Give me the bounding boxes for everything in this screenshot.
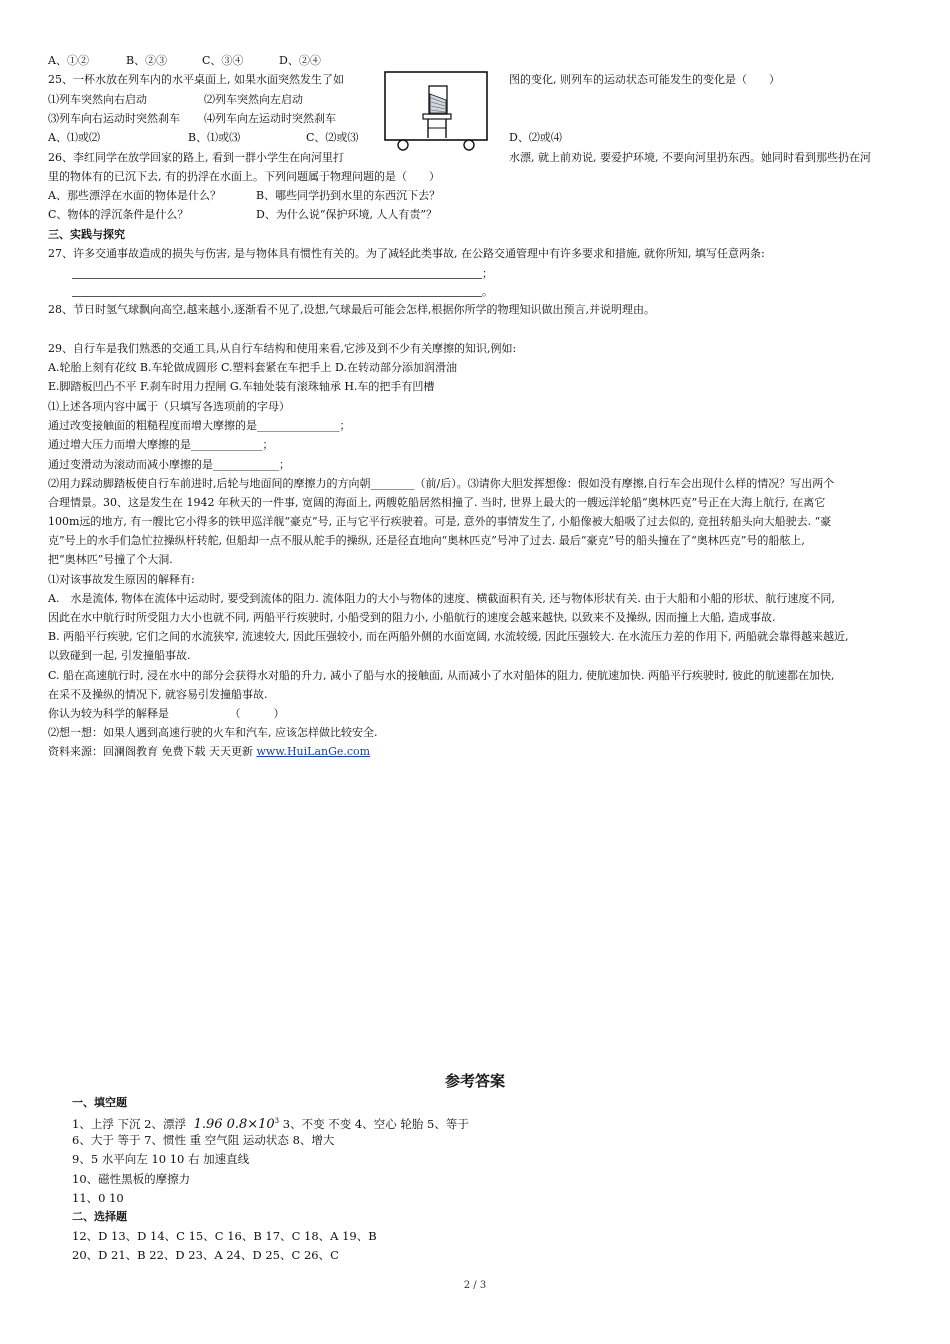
train-car-water-figure — [383, 68, 489, 154]
answers-value-2-exp: 3 — [274, 1117, 280, 1125]
q25-choice-c: C、⑵或⑶ — [306, 131, 359, 144]
answers-value-2: 0.8×10 — [226, 1116, 275, 1132]
answers-title: 参考答案 — [444, 1072, 505, 1090]
q30-explanation-a-1: A. 水是流体, 物体在流体中运动时, 要受到流体的阻力. 流体阻力的大小与物体的速度、横截面积有关, 还与物体形状有关. 由于大船和小船的形状、航行速度不同, — [48, 592, 835, 605]
answers-section-2: 二、选择题 — [72, 1210, 127, 1223]
q29-sub2-line-5: 把“奥林匹”号撞了个大洞. — [48, 553, 173, 566]
source-link[interactable]: www.HuiLanGe.com — [256, 745, 371, 758]
q30-explanation-a-2: 因此在水中航行时所受阻力大小也就不同, 两船平行疾驶时, 小船受到的阻力小, 小船航行的速度会越来越快, 以致来不及操纵, 因而撞上大船, 造成事故. — [48, 611, 776, 624]
source-line — [48, 745, 370, 759]
q30-judge: 你认为较为科学的解释是 （ ） — [48, 707, 285, 720]
q25-stem-right: 图的变化, 则列车的运动状态可能发生的变化是（ ） — [509, 73, 780, 86]
q29-fill-1: 通过改变接触面的粗糙程度而增大摩擦的是_______________； — [48, 419, 351, 432]
q25-choice-a: A、⑴或⑵ — [48, 131, 100, 144]
section-3-heading: 三、实践与探究 — [48, 228, 125, 241]
answers-line-2: 6、大于 等于 7、惯性 重 空气阻 运动状态 8、增大 — [72, 1133, 335, 1147]
q26-line1-left: 26、李红同学在放学回家的路上, 看到一群小学生在向河里打 — [48, 151, 344, 164]
q26-option-c: C、物体的浮沉条件是什么？ — [48, 208, 189, 221]
q30-sub2: ⑵想一想：如果人遇到高速行驶的火车和汽车, 应该怎样做比较安全. — [48, 726, 378, 739]
q24-option-d: D、②④ — [279, 54, 321, 67]
q27-text: 27、许多交通事故造成的损失与伤害, 是与物体具有惯性有关的。为了减轻此类事故, 在公路交通管理中有许多要求和措施, 就你所知, 填写任意两条: — [48, 247, 765, 260]
q26-line2: 里的物体有的已沉下去, 有的扔浮在水面上。下列问题属于物理问题的是（ ） — [48, 170, 440, 183]
q25-option-4: ⑷列车向左运动时突然刹车 — [204, 112, 336, 125]
answers-line-1-b: 3、不变 不变 4、空心 轮胎 5、等于 — [279, 1116, 469, 1131]
q27-answer-line-2 — [72, 296, 482, 297]
answers-line-5: 11、0 10 — [72, 1191, 124, 1205]
q24-option-a: A、①② — [48, 54, 89, 67]
q25-choice-b: B、⑴或⑶ — [188, 131, 241, 144]
q27-answer-line-1 — [72, 278, 482, 279]
q29-sub2-line-1: ⑵用力踩动脚踏板使自行车前进时,后轮与地面间的摩擦力的方向朝________（前/后）。⑶请你大胆发挥想像：假如没有摩擦,自行车会出现什么样的情况？写出两个 — [48, 477, 835, 490]
q30-explanation-b-1: B. 两船平行疾驶, 它们之间的水流狭窄, 流速较大, 因此压强较小, 而在两船外侧的水面宽阔, 水流较缓, 因此压强较大. 在水流压力差的作用下, 两船就会靠得越来越近, — [48, 630, 849, 643]
q29-sub2-line-3: 100m远的地方, 有一艘比它小得多的铁甲巡洋舰“豪克”号, 正与它平行疾驶着。可是, 意外的事情发生了, 小船像被大船吸了过去似的, 竞扭转船头向大船驶去. “豪 — [48, 515, 832, 528]
answers-line-1 — [72, 1114, 469, 1132]
answers-line-1-a: 1、上浮 下沉 2、漂浮 — [72, 1116, 190, 1131]
q26-option-b: B、哪些同学扔到水里的东西沉下去？ — [256, 189, 441, 202]
q30-explanation-c-2: 在采不及操纵的情况下, 就容易引发撞船事故. — [48, 688, 268, 701]
q26-line1-right: 水漂, 就上前劝说, 要爱护环境, 不要向河里扔东西。她同时看到那些扔在河 — [509, 151, 871, 164]
q29-fill-2: 通过增大压力而增大摩擦的是_____________； — [48, 438, 274, 451]
q27-line1-end: ； — [482, 267, 493, 280]
q30-explanation-c-1: C. 船在高速航行时, 浸在水中的部分会获得水对船的升力, 减小了船与水的接触面, 从而减小了水对船体的阻力, 使航速加快. 两船平行疾驶时, 彼此的航速都在加快, — [48, 669, 835, 682]
q29-items-1: A.轮胎上刻有花纹 B.车轮做成圆形 C.塑料套紧在车把手上 D.在转动部分添加润滑油 — [48, 361, 457, 374]
q28-text: 28、节日时氢气球飘向高空,越来越小,逐渐看不见了,设想,气球最后可能会怎样,根据你所学的物理知识做出预言,并说明理由。 — [48, 303, 655, 316]
q25-option-1: ⑴列车突然向右启动 — [48, 93, 147, 106]
q25-option-2: ⑵列车突然向左启动 — [204, 93, 303, 106]
answers-line-3: 9、5 水平向左 10 10 右 加速直线 — [72, 1152, 250, 1166]
answers-line-6: 12、D 13、D 14、C 15、C 16、B 17、C 18、A 19、B — [72, 1229, 377, 1243]
answers-line-4: 10、磁性黑板的摩擦力 — [72, 1172, 191, 1186]
q29-sub2-line-4: 克”号上的水手们急忙拉操纵杆转舵, 但船却一点不服从舵手的操纵, 还是径直地向“奥林匹克”号冲了过去. 最后“豪克”号的船头撞在了“奥林匹克”号的船舷上, — [48, 534, 805, 547]
page-number: 2 / 3 — [463, 1280, 487, 1291]
q24-option-c: C、③④ — [202, 54, 244, 67]
q26-option-d: D、为什么说“保护环境, 人人有责”？ — [256, 208, 438, 221]
q25-option-3: ⑶列车向右运动时突然刹车 — [48, 112, 180, 125]
q30-sub1: ⑴对该事故发生原因的解释有: — [48, 573, 195, 586]
q25-choice-d: D、⑵或⑷ — [509, 131, 562, 144]
q26-option-a: A、那些漂浮在水面的物体是什么？ — [48, 189, 221, 202]
q29-fill-3: 通过变滑动为滚动而减小摩擦的是____________； — [48, 458, 290, 471]
answers-line-7: 20、D 21、B 22、D 23、A 24、D 25、C 26、C — [72, 1248, 339, 1262]
q27-line2-end: 。 — [482, 285, 493, 298]
q29-items-2: E.脚踏板凹凸不平 F.刹车时用力捏闸 G.车轴处装有滚珠轴承 H.车的把手有凹槽 — [48, 380, 435, 393]
q29-sub2-line-2: 合理情景。30、这是发生在 1942 年秋天的一件事, 宽阔的海面上, 两艘乾船居然相撞了. 当时, 世界上最大的一艘远洋轮船“奥林匹克”号正在大海上航行, 在离它 — [48, 496, 826, 509]
q24-option-b: B、②③ — [126, 54, 168, 67]
q25-stem-left: 25、一杯水放在列车内的水平桌面上, 如果水面突然发生了如 — [48, 73, 344, 86]
q30-explanation-b-2: 以致碰到一起, 引发撞船事故. — [48, 649, 191, 662]
answers-value-1: 1.96 — [193, 1116, 223, 1132]
source-prefix: 资料来源：回澜阁教育 免费下载 天天更新 — [48, 745, 257, 758]
answers-section-1: 一、填空题 — [72, 1096, 127, 1109]
q29-intro: 29、自行车是我们熟悉的交通工具,从自行车结构和使用来看,它涉及到不少有关摩擦的知识,例如: — [48, 342, 517, 355]
q29-sub1: ⑴上述各项内容中属于（只填写各选项前的字母） — [48, 400, 290, 413]
